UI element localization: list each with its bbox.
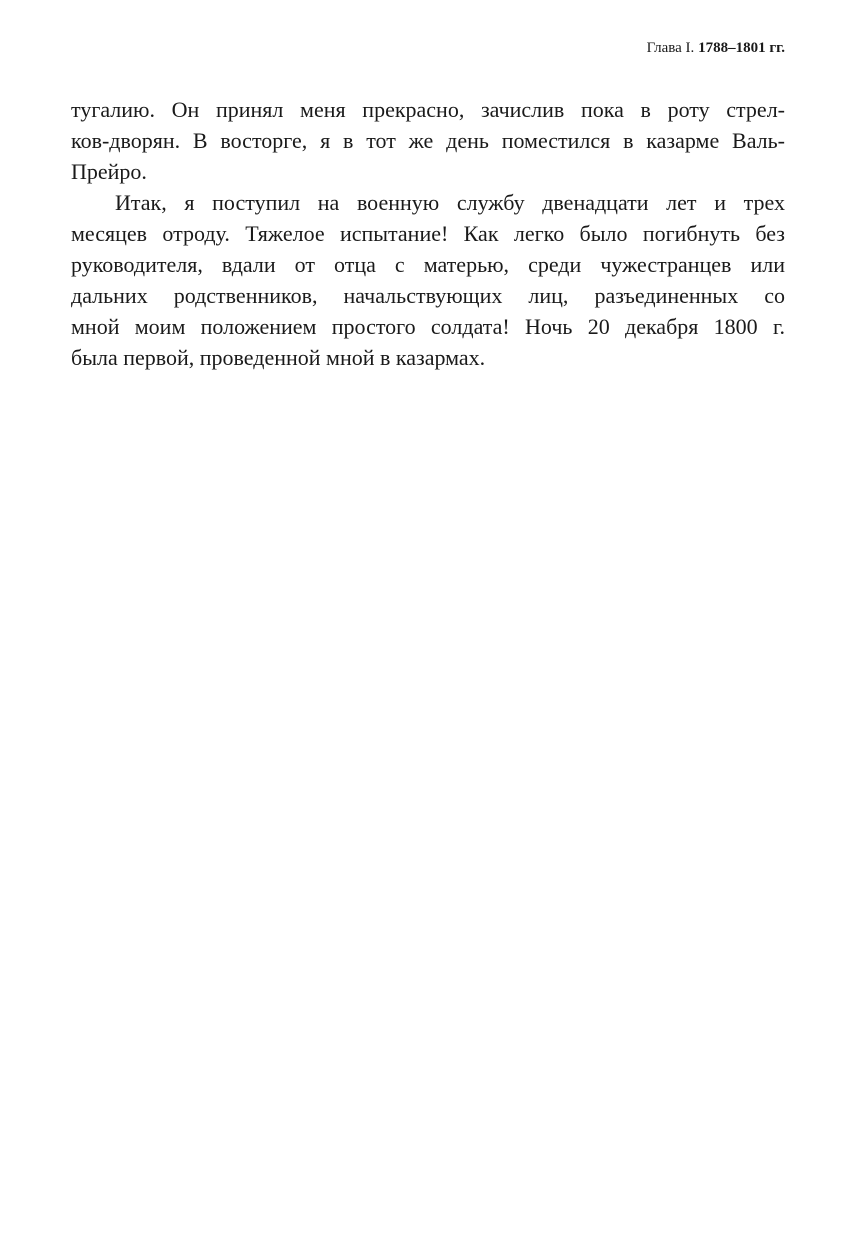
body-text <box>71 94 785 373</box>
running-header <box>647 40 785 57</box>
text-line: мной моим положением простого солдата! Ночь 20 декабря 1800 г. <box>71 314 785 339</box>
text-line: руководителя, вдали от отца с матерью, среди чужестранцев или <box>71 252 785 277</box>
text-line: тугалию. Он принял меня прекрасно, зачислив пока в роту стрел- <box>71 97 785 122</box>
chapter-years: 1788–1801 гг. <box>698 40 785 56</box>
text-line: месяцев отроду. Тяжелое испытание! Как легко было погибнуть без <box>71 221 785 246</box>
text-line: дальних родственников, начальствующих лиц, разъединенных со <box>71 283 785 308</box>
text-line: была первой, проведенной мной в казармах. <box>71 345 486 370</box>
chapter-label: Глава I. <box>646 40 695 56</box>
text-line: Прейро. <box>71 159 147 184</box>
text-line: ков-дворян. В восторге, я в тот же день поместился в казарме Валь- <box>71 128 785 153</box>
text-line: Итак, я поступил на военную службу двенадцати лет и трех <box>115 190 785 215</box>
